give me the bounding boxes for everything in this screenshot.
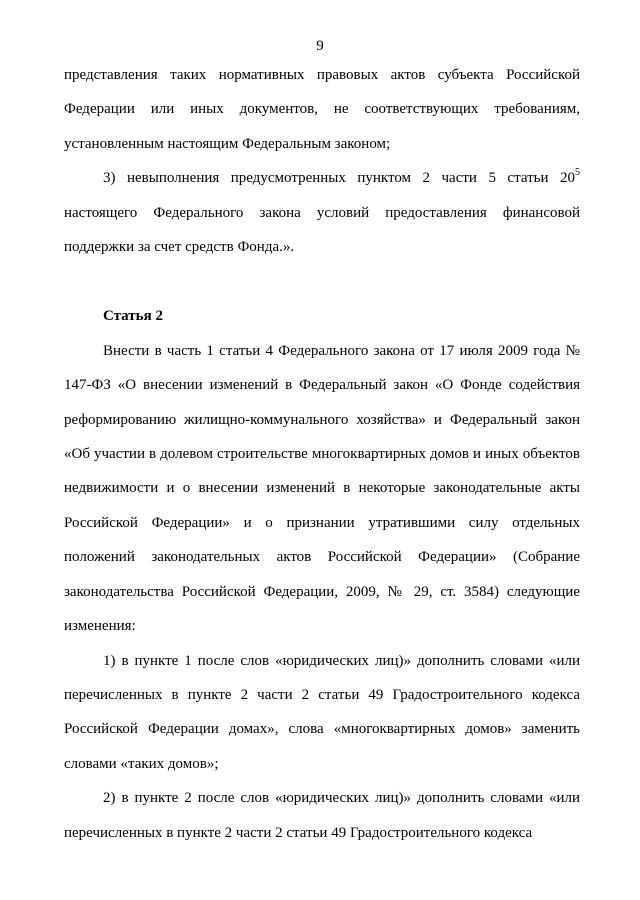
- paragraph-article-2-intro: Внести в часть 1 статьи 4 Федерального закона от 17 июля 2009 года № 147-ФЗ «О внесении изменений в Федеральный закон «О Фонде содействия реформированию жилищно-коммунального хозяйства» и Федеральный закон «Об участии в долевом строительстве многоквартирных домов и иных объектов недвижимости и о внесении изменений в некоторые законодательные акты Российской Федерации» и о признании утратившими силу отдельных положений законодательных актов Российской Федерации» (Собрание законодательства Российской Федерации, 2009, № 29, ст. 3584) следующие изменения:: [64, 342, 580, 635]
- item-3-text-start: 3) невыполнения предусмотренных пунктом 2 части 5 статьи 20: [103, 170, 575, 187]
- page-number: 9: [316, 38, 324, 54]
- item-3-text-end: настоящего Федерального закона условий предоставления финансовой поддержки за счет средств Фонда.».: [64, 204, 580, 256]
- article-superscript: 5: [575, 167, 580, 179]
- document-body: [64, 58, 580, 850]
- paragraph-change-2: 2) в пункте 2 после слов «юридических лиц)» дополнить словами «или перечисленных в пункте 2 части 2 статьи 49 Градостроительного кодекса: [64, 790, 580, 841]
- paragraph-change-1: 1) в пункте 1 после слов «юридических лиц)» дополнить словами «или перечисленных в пункте 2 части 2 статьи 49 Градостроительного кодекса Российской Федерации домах», слова «многоквартирных домов» заменить словами «таких домов»;: [64, 652, 580, 772]
- paragraph-continuation: представления таких нормативных правовых актов субъекта Российской Федерации или иных документов, не соответствующих требованиям, установленным настоящим Федеральным законом;: [64, 67, 580, 152]
- paragraph-item-3: [64, 161, 580, 264]
- article-heading: Статья 2: [103, 308, 163, 325]
